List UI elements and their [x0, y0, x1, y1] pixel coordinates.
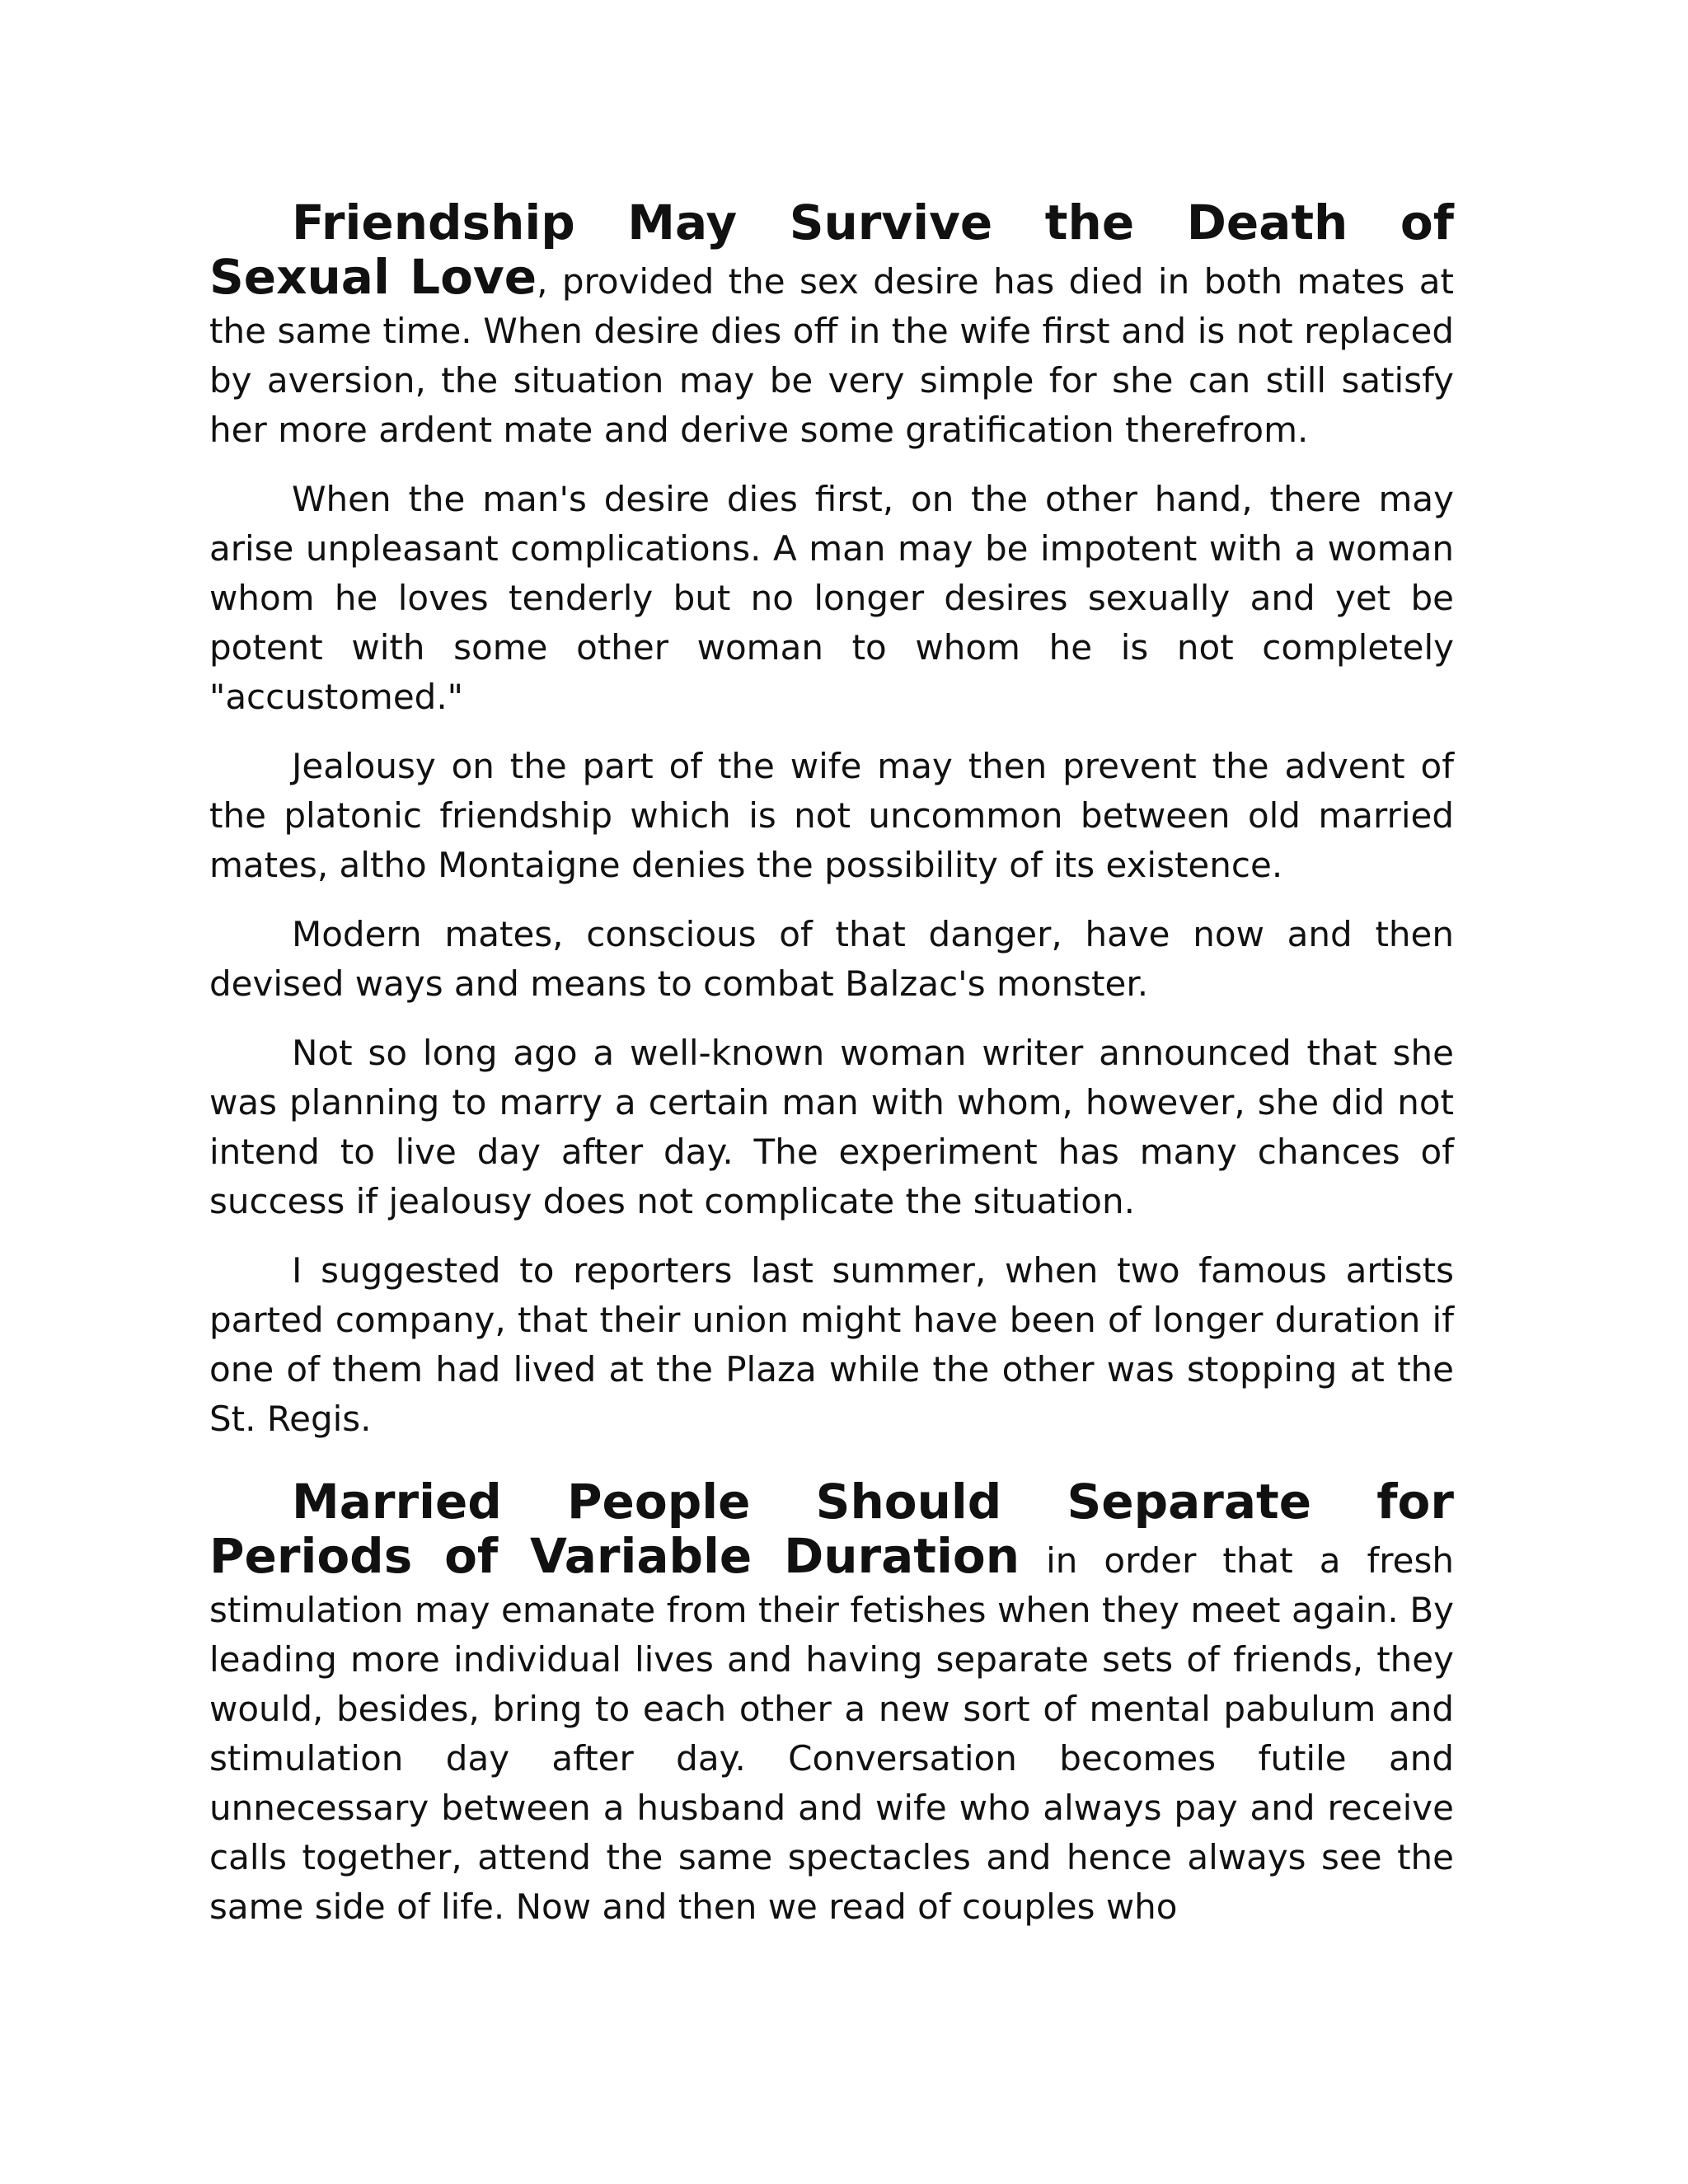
paragraph-body-text: Modern mates, conscious of that danger, have now and then devised ways and means to combat Balzac's monster. — [209, 914, 1454, 1004]
paragraph-woman-writer — [209, 1029, 1454, 1226]
paragraph-modern-mates — [209, 910, 1454, 1009]
paragraph-mans-desire — [209, 475, 1454, 722]
document-page — [209, 194, 1454, 1952]
paragraph-jealousy — [209, 742, 1454, 890]
paragraph-body-text: When the man's desire dies first, on the other hand, there may arise unpleasant complications. A man may be impotent with a woman whom he loves tenderly but no longer desires sexually and yet be potent with some other woman to whom he is not completely "accustomed." — [209, 479, 1454, 717]
paragraph-married-people — [209, 1474, 1454, 1932]
paragraph-body-text: Not so long ago a well-known woman writer announced that she was planning to marry a certain man with whom, however, she did not intend to live day after day. The experiment has many chances of success if jealousy does not complicate the situation. — [209, 1033, 1454, 1221]
paragraph-body-text: in order that a fresh stimulation may emanate from their fetishes when they meet again. By leading more individual lives and having separate sets of friends, they would, besides, bring to each other a new sort of mental pabulum and stimulation day after day. Conversation becomes futile and unnecessary between a husband and wife who always pay and receive calls together, attend the same spectacles and hence always see the same side of life. Now and then we read of couples who — [209, 1540, 1454, 1927]
paragraph-body-text: , provided the sex desire has died in both mates at the same time. When desire dies off in the wife first and is not replaced by aversion, the situation may be very simple for she can still satisfy her more ardent mate and derive some gratification therefrom. — [209, 261, 1454, 450]
paragraph-lead-heading: Married People Should Separate for Periods of Variable Duration — [209, 1474, 1454, 1584]
paragraph-friendship — [209, 194, 1454, 455]
paragraph-two-artists — [209, 1246, 1454, 1444]
paragraph-body-text: Jealousy on the part of the wife may then prevent the advent of the platonic friendship which is not uncommon between old married mates, altho Montaigne denies the possibility of its existence. — [209, 746, 1454, 885]
paragraph-lead-heading: Friendship May Survive the Death of Sexual Love — [209, 194, 1454, 305]
paragraph-body-text: I suggested to reporters last summer, when two famous artists parted company, that their union might have been of longer duration if one of them had lived at the Plaza while the other was stopping at the St. Regis. — [209, 1250, 1454, 1439]
